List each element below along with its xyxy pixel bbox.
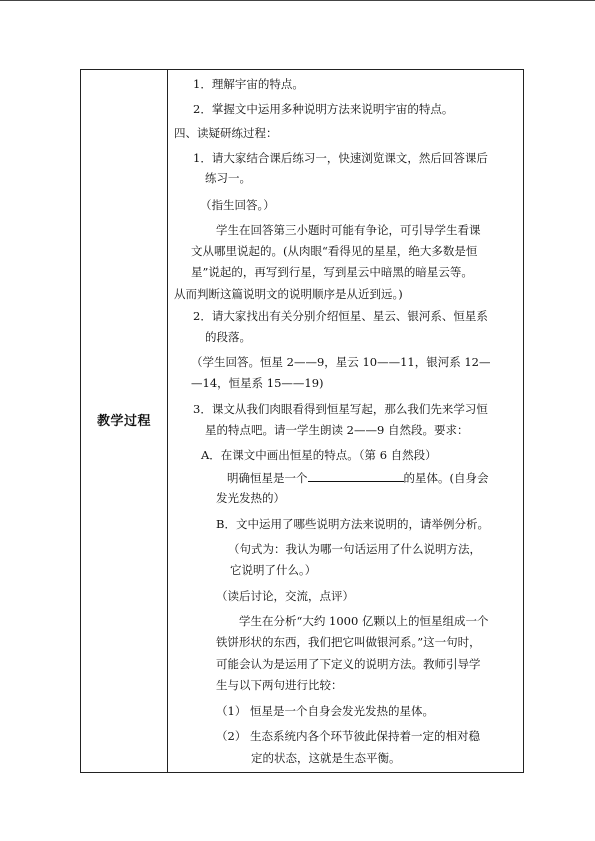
fill-in-suffix: 的星体。(自身会: [403, 471, 489, 485]
text-line: （2） 生态系统内各个环节彼此保持着一定的相对稳: [216, 729, 480, 743]
text-line: 可能会认为是运用了下定义的说明方法。教师引导学: [216, 657, 481, 671]
text-line: B．文中运用了哪些说明方法来说明的，请举例分析。: [216, 517, 489, 531]
text-line: 铁饼形状的东西，我们把它叫做银河系。”这一句时，: [216, 635, 481, 649]
fill-in-blank: [308, 469, 404, 482]
text-line: （读后讨论，交流，点评）: [216, 589, 354, 603]
teaching-process-content: [168, 70, 524, 772]
text-line: 2．掌握文中运用多种说明方法来说明宇宙的特点。: [193, 102, 454, 116]
section-heading: 四、读疑研练过程：: [174, 126, 278, 140]
text-line: 1．请大家结合课后练习一，快速浏览课文，然后回答课后: [193, 151, 488, 165]
text-line: 练习一。: [205, 171, 251, 185]
text-line: 学生在分析“大约 1000 亿颗以上的恒星组成一个: [239, 614, 489, 628]
fill-in-prefix: 明确恒星是一个: [227, 471, 308, 485]
text-line: 的段落。: [205, 330, 251, 344]
text-line: 3．课文从我们肉眼看得到恒星写起，那么我们先来学习恒: [193, 402, 488, 416]
text-line: （指生回答。）: [200, 198, 275, 212]
row-label-teaching-process: 教学过程: [96, 414, 151, 429]
text-line: 定的状态，这就是生态平衡。: [251, 751, 401, 765]
text-line: 1．理解宇宙的特点。: [193, 77, 304, 91]
text-line: 星的特点吧。请一学生朗读 2——9 自然段。要求：: [205, 423, 469, 437]
text-line: 星”说起的，再写到行星，写到星云中暗黑的暗星云等。: [191, 265, 473, 279]
text-line: 从而判断这篇说明文的说明顺序是从近到远。): [174, 287, 403, 301]
lesson-plan-table: [80, 69, 524, 773]
page-top-rule: [0, 0, 595, 1]
text-line: （学生回答。恒星 2——9，星云 10——11，银河系 12—: [191, 355, 491, 369]
text-line: （句式为：我认为哪一句话运用了什么说明方法，: [228, 542, 481, 556]
text-line: 生与以下两句进行比较：: [216, 678, 343, 692]
text-line: —14，恒星系 15——19): [191, 376, 324, 390]
text-line: 文从哪里说起的。(从肉眼“看得见的星星，绝大多数是恒: [191, 244, 478, 258]
text-line: （1） 恒星是一个自身会发光发热的星体。: [216, 704, 434, 718]
text-line: 它说明了什么。）: [230, 563, 317, 577]
fill-in-line: [227, 469, 489, 486]
text-line: A．在课文中画出恒星的特点。（第 6 自然段）: [201, 448, 437, 462]
text-line: 学生在回答第三小题时可能有争论，可引导学生看课: [216, 223, 481, 237]
text-line: 2．请大家找出有关分别介绍恒星、星云、银河系、恒星系: [193, 309, 488, 323]
text-line: 发光发热的）: [216, 491, 285, 505]
